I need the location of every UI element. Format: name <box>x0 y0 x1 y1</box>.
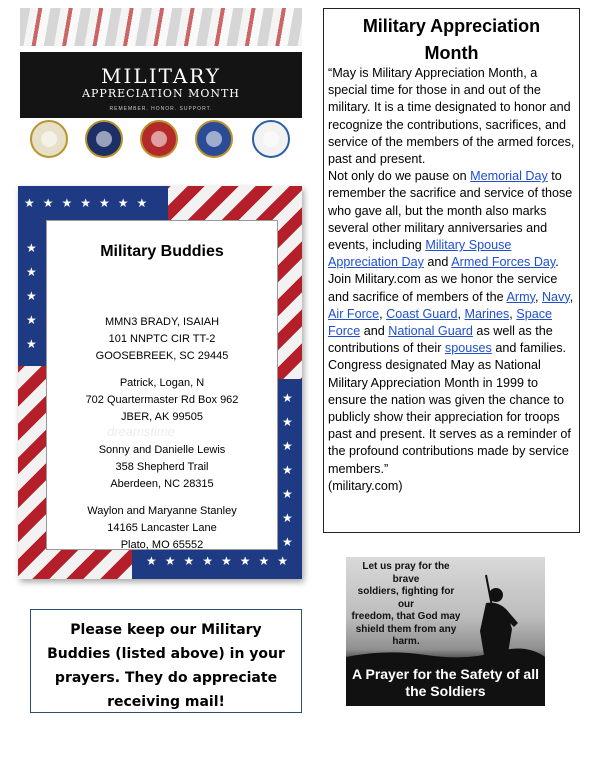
marines-link[interactable]: Marines <box>464 306 510 321</box>
buddy-name: MMN3 BRADY, ISAIAH <box>104 316 220 328</box>
article-title <box>324 13 579 67</box>
caption-line: the Soldiers <box>405 683 486 699</box>
text-run: as well as the contributions of their <box>328 324 553 356</box>
coast-guard-link[interactable]: Coast Guard <box>386 306 458 321</box>
national-guard-link[interactable]: National Guard <box>388 324 473 339</box>
flags-strip <box>20 8 302 46</box>
article-title-line-1: Military Appreciation <box>362 16 541 36</box>
buddy-name: Sonny and Danielle Lewis <box>98 444 226 456</box>
text-run: and families. <box>491 341 567 356</box>
verse-line: freedom, that God may <box>351 611 461 622</box>
prayer-line: Buddies (listed above) in your <box>47 646 285 662</box>
buddy-name: Waylon and Maryanne Stanley <box>87 505 237 517</box>
buddy-address: 702 Quartermaster Rd Box 962 <box>85 394 239 406</box>
buddy-city: Aberdeen, NC 28315 <box>110 478 214 490</box>
article-paragraph-4: Congress designated May as National Military Appreciation Month in 1999 to ensure the nation was given the chance to publicly show their appreciation for troops past and present. It serves as a reminder of the profound contributions made by service members.” <box>328 358 571 476</box>
text-run: , <box>509 306 517 321</box>
verse-line: soldiers, fighting for our <box>357 586 455 610</box>
buddy-address: 358 Shepherd Trail <box>115 461 209 473</box>
military-buddies-frame <box>18 186 302 579</box>
buddy-city: Plato, MO 65552 <box>120 539 204 551</box>
marines-seal-icon <box>140 120 178 158</box>
military-buddies-title: Military Buddies <box>100 243 224 260</box>
military-appreciation-banner <box>20 8 302 158</box>
verse-line: harm. <box>392 636 420 647</box>
text-run: and <box>423 255 452 270</box>
prayer-line: prayers. They do appreciate <box>54 670 278 686</box>
banner-title-panel <box>20 52 302 118</box>
verse-line: Let us pray for the brave <box>362 561 450 585</box>
military-spouse-appreciation-day-link[interactable]: Military Spouse Appreciation Day <box>328 238 512 270</box>
military-buddies-card <box>46 220 278 550</box>
caption-line: A Prayer for the Safety of all <box>352 666 539 682</box>
buddy-address: 101 NNPTC CIR TT-2 <box>108 333 216 345</box>
buddy-entry-2 <box>47 375 277 426</box>
prayer-verse <box>350 561 462 649</box>
text-run: and <box>360 324 389 339</box>
soldier-prayer-image <box>346 557 545 706</box>
prayer-reminder-box <box>30 609 302 713</box>
buddy-city: GOOSEBREEK, SC 29445 <box>95 350 229 362</box>
verse-line: shield them from any <box>355 623 457 635</box>
article-paragraph-1: “May is Military Appreciation Month, a special time for those in and out of the military. It is a time designated to honor and recognize the contributions, sacrifices, and service of the members of the armed forces, past and present. <box>328 66 575 167</box>
banner-tagline: REMEMBER. HONOR. SUPPORT. <box>109 106 213 112</box>
text-run: , <box>379 306 387 321</box>
article-source: (military.com) <box>328 478 403 493</box>
text-run: Join Military.com as we honor the service and sacrifice of members of the <box>328 272 558 304</box>
appreciation-article-box <box>323 8 580 533</box>
coast-guard-seal-icon <box>252 120 290 158</box>
service-seals-row <box>20 118 302 158</box>
navy-link[interactable]: Navy <box>541 289 570 304</box>
buddy-entry-1 <box>47 314 277 365</box>
stars-top-icon: ★★★★★★★ <box>24 196 156 210</box>
text-run: . <box>555 255 559 270</box>
buddy-address: 14165 Lancaster Lane <box>107 522 217 534</box>
banner-title: MILITARY <box>101 64 221 88</box>
article-paragraph-2 <box>328 168 577 271</box>
article-title-line-2: Month <box>424 43 479 63</box>
prayer-line: Please keep our Military <box>70 622 262 638</box>
prayer-caption <box>346 666 545 700</box>
text-run: Not only do we pause on <box>328 169 471 184</box>
buddy-city: JBER, AK 99505 <box>121 411 203 423</box>
memorial-day-link[interactable]: Memorial Day <box>470 169 548 184</box>
army-seal-icon <box>30 120 68 158</box>
buddy-name: Patrick, Logan, N <box>119 377 205 389</box>
watermark: dreamstime <box>107 424 175 439</box>
space-force-link[interactable]: Space Force <box>328 306 553 339</box>
stars-bottom-icon: ★★★★★★★★ <box>146 554 297 568</box>
army-link[interactable]: Army <box>506 289 535 304</box>
armed-forces-day-link[interactable]: Armed Forces Day <box>451 255 556 270</box>
buddy-entry-4 <box>47 503 277 554</box>
text-run: , <box>569 289 574 304</box>
text-run: to remember the sacrifice and service of those who gave all, but the month also marks several other military anniversaries and events, including <box>328 169 573 253</box>
stars-left-icon: ★ ★ ★ ★ ★ <box>26 241 37 351</box>
article-paragraph-3 <box>328 271 577 357</box>
navy-seal-icon <box>85 120 123 158</box>
prayer-line: receiving mail! <box>107 694 225 710</box>
article-body <box>328 65 577 495</box>
stars-right-icon: ★ ★ ★ ★ ★ ★ ★ <box>282 391 293 549</box>
air-force-seal-icon <box>195 120 233 158</box>
air-force-link[interactable]: Air Force <box>328 306 380 321</box>
spouses-link[interactable]: spouses <box>444 341 492 356</box>
text-run: , <box>457 306 465 321</box>
buddy-entry-3 <box>47 442 277 493</box>
banner-subtitle: APPRECIATION MONTH <box>82 87 240 100</box>
text-run: , <box>534 289 542 304</box>
